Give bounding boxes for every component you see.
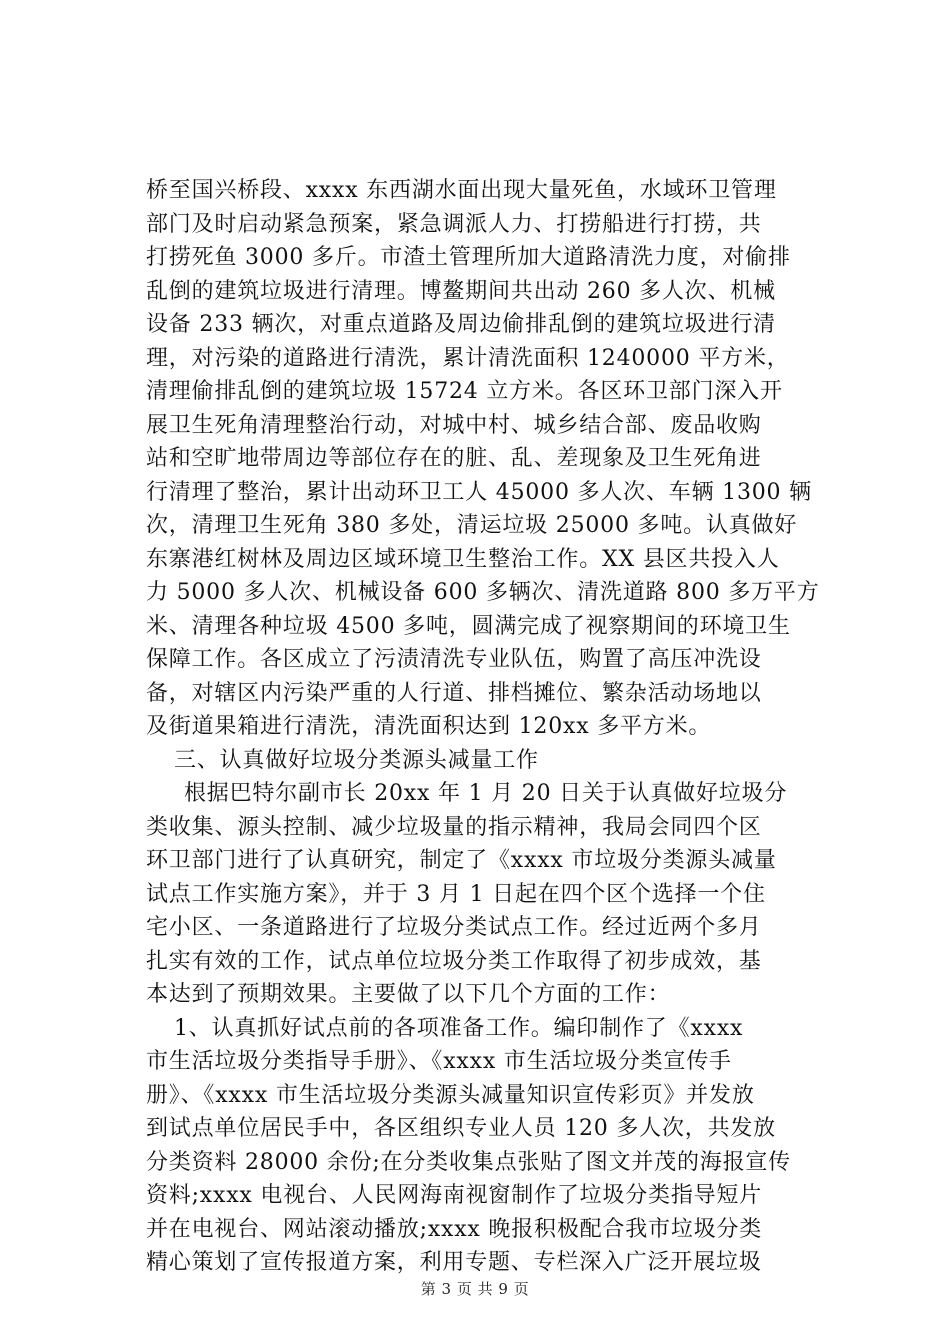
text-line: 市生活垃圾分类指导手册》、《xxxx 市生活垃圾分类宣传手	[146, 1049, 732, 1074]
text-line: 桥至国兴桥段、xxxx 东西湖水面出现大量死鱼，水域环卫管理	[146, 178, 777, 203]
text-line: 设备 233 辆次，对重点道路及周边偷排乱倒的建筑垃圾进行清	[146, 312, 776, 337]
text-line: 行清理了整治，累计出动环卫工人 45000 多人次、车辆 1300 辆	[146, 479, 812, 505]
text-line: 扎实有效的工作，试点单位垃圾分类工作取得了初步成效，基	[146, 948, 762, 974]
text-line: 力 5000 多人次、机械设备 600 多辆次、清洗道路 800 多万平方	[146, 580, 820, 605]
text-line: 册》、《xxxx 市生活垃圾分类源头减量知识宣传彩页》并发放	[146, 1082, 755, 1108]
text-line: 次，清理卫生死角 380 多处，清运垃圾 25000 多吨。认真做好	[146, 513, 798, 538]
text-line: 本达到了预期效果。主要做了以下几个方面的工作：	[146, 982, 671, 1007]
paragraph-first-line: 根据巴特尔副市长 20xx 年 1 月 20 日关于认真做好垃圾分	[184, 781, 788, 806]
text-line: 乱倒的建筑垃圾进行清理。博鳌期间共出动 260 多人次、机械	[146, 278, 776, 304]
text-line: 试点工作实施方案》，并于 3 月 1 日起在四个区个选择一个住	[146, 881, 766, 907]
text-line: 米、清理各种垃圾 4500 多吨，圆满完成了视察期间的环境卫生	[146, 613, 791, 639]
text-line: 到试点单位居民手中，各区组织专业人员 120 多人次，共发放	[146, 1116, 776, 1141]
text-line: 并在电视台、网站滚动播放;xxxx 晚报积极配合我市垃圾分类	[146, 1216, 763, 1242]
text-line: 展卫生死角清理整治行动，对城中村、城乡结合部、废品收购	[146, 412, 762, 438]
paragraph-first-line: 1、认真抓好试点前的各项准备工作。编印制作了《xxxx	[174, 1015, 744, 1041]
text-line: 环卫部门进行了认真研究，制定了《xxxx 市垃圾分类源头减量	[146, 848, 777, 873]
section-heading: 三、认真做好垃圾分类源头减量工作	[174, 747, 539, 773]
document-body	[146, 174, 836, 1280]
text-line: 打捞死鱼 3000 多斤。市渣土管理所加大道路清洗力度，对偷排	[146, 245, 791, 270]
text-line: 东寨港红树林及周边区域环境卫生整治工作。XX 县区共投入人	[146, 546, 780, 572]
text-line: 保障工作。各区成立了污渍清洗专业队伍，购置了高压冲洗设	[146, 647, 762, 672]
text-line: 资料;xxxx 电视台、人民网海南视窗制作了垃圾分类指导短片	[146, 1183, 763, 1208]
text-line: 站和空旷地带周边等部位存在的脏、乱、差现象及卫生死角进	[146, 446, 762, 471]
text-line: 宅小区、一条道路进行了垃圾分类试点工作。经过近两个多月	[146, 915, 762, 940]
text-line: 备，对辖区内污染严重的人行道、排档摊位、繁杂活动场地以	[146, 680, 762, 706]
text-line: 理，对污染的道路进行清洗，累计清洗面积 1240000 平方米，	[146, 345, 790, 371]
text-line: 部门及时启动紧急预案，紧急调派人力、打捞船进行打捞，共	[146, 211, 762, 237]
text-line: 分类资料 28000 余份;在分类收集点张贴了图文并茂的海报宣传	[146, 1149, 791, 1175]
text-line: 精心策划了宣传报道方案，利用专题、专栏深入广泛开展垃圾	[146, 1250, 762, 1275]
text-line: 类收集、源头控制、减少垃圾量的指示精神，我局会同四个区	[146, 814, 762, 840]
page-footer: 第 3 页 共 9 页	[420, 1280, 530, 1298]
text-line: 及街道果箱进行清洗，清洗面积达到 120xx 多平方米。	[146, 714, 712, 739]
text-line: 清理偷排乱倒的建筑垃圾 15724 立方米。各区环卫部门深入开	[146, 379, 783, 404]
